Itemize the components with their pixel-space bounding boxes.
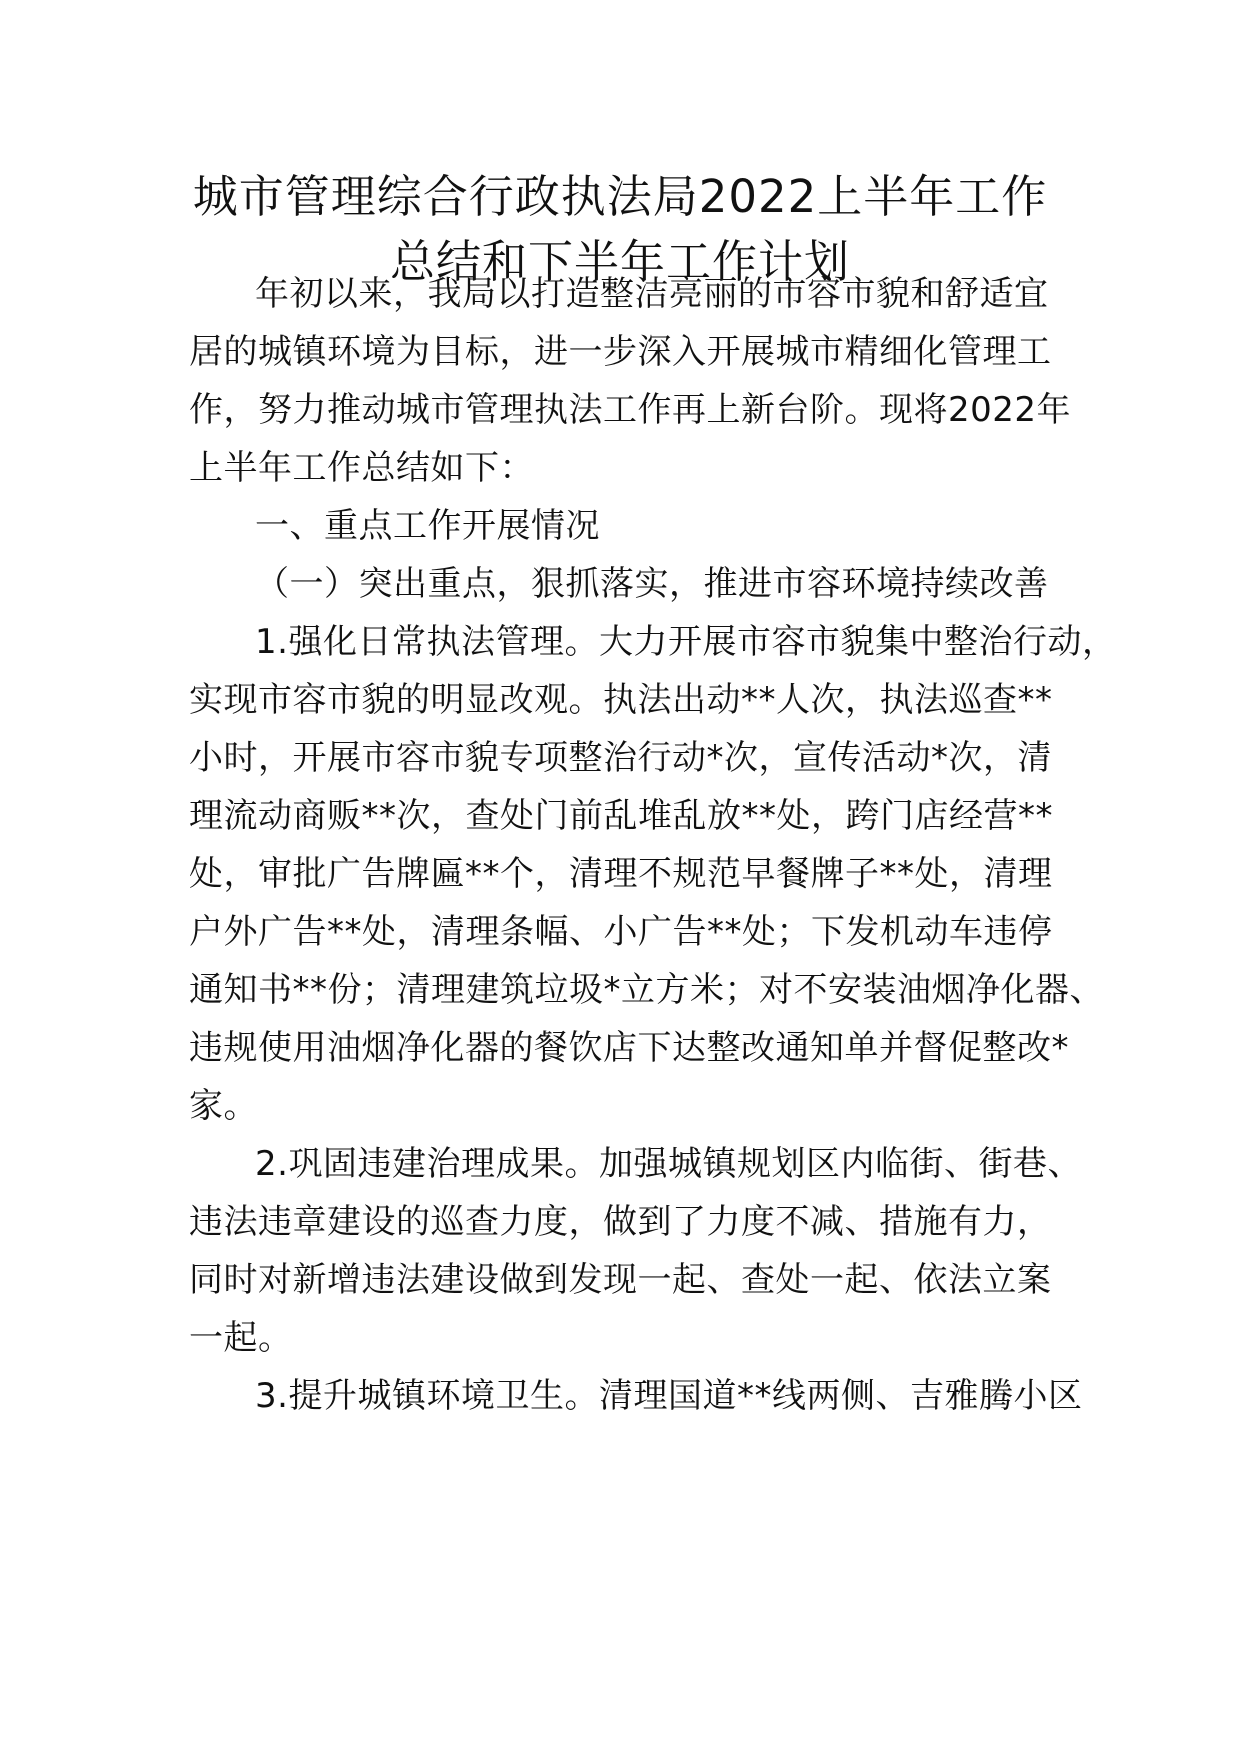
intro-line: 作，努力推动城市管理执法工作再上新台阶。现将2022年	[189, 390, 1072, 430]
section-heading: 一、重点工作开展情况	[255, 506, 600, 546]
item1-line: 理流动商贩**次，查处门前乱堆乱放**处，跨门店经营**	[189, 796, 1053, 836]
item1-line: 违规使用油烟净化器的餐饮店下达整改通知单并督促整改*	[189, 1028, 1069, 1068]
item2-line: 违法违章建设的巡查力度，做到了力度不减、措施有力，	[189, 1202, 1052, 1242]
intro-line: 上半年工作总结如下：	[189, 448, 534, 488]
item1-line: 实现市容市貌的明显改观。执法出动**人次，执法巡查**	[189, 680, 1053, 720]
item1-line: 1.强化日常执法管理。大力开展市容市貌集中整治行动，	[255, 622, 1117, 662]
item2-line: 2.巩固违建治理成果。加强城镇规划区内临街、街巷、	[255, 1144, 1082, 1184]
item1-line: 通知书**份；清理建筑垃圾*立方米；对不安装油烟净化器、	[189, 970, 1104, 1010]
item1-line: 户外广告**处，清理条幅、小广告**处；下发机动车违停	[189, 912, 1053, 952]
intro-line: 居的城镇环境为目标，进一步深入开展城市精细化管理工	[189, 332, 1052, 372]
item1-line: 小时，开展市容市貌专项整治行动*次，宣传活动*次，清	[189, 738, 1052, 778]
document-title-line-2: 总结和下半年工作计划	[389, 235, 850, 288]
item2-line: 同时对新增违法建设做到发现一起、查处一起、依法立案	[189, 1260, 1052, 1300]
document-title-line-1: 城市管理综合行政执法局2022上半年工作	[192, 170, 1048, 223]
item1-line: 家。	[189, 1086, 258, 1126]
item2-line: 一起。	[189, 1318, 293, 1358]
item3-line: 3.提升城镇环境卫生。清理国道**线两侧、吉雅腾小区	[255, 1376, 1083, 1416]
item1-line: 处，审批广告牌匾**个，清理不规范早餐牌子**处，清理	[189, 854, 1053, 894]
intro-line: 年初以来，我局以打造整洁亮丽的市容市貌和舒适宜	[255, 274, 1049, 314]
subsection-heading: （一）突出重点，狠抓落实，推进市容环境持续改善	[255, 564, 1049, 604]
